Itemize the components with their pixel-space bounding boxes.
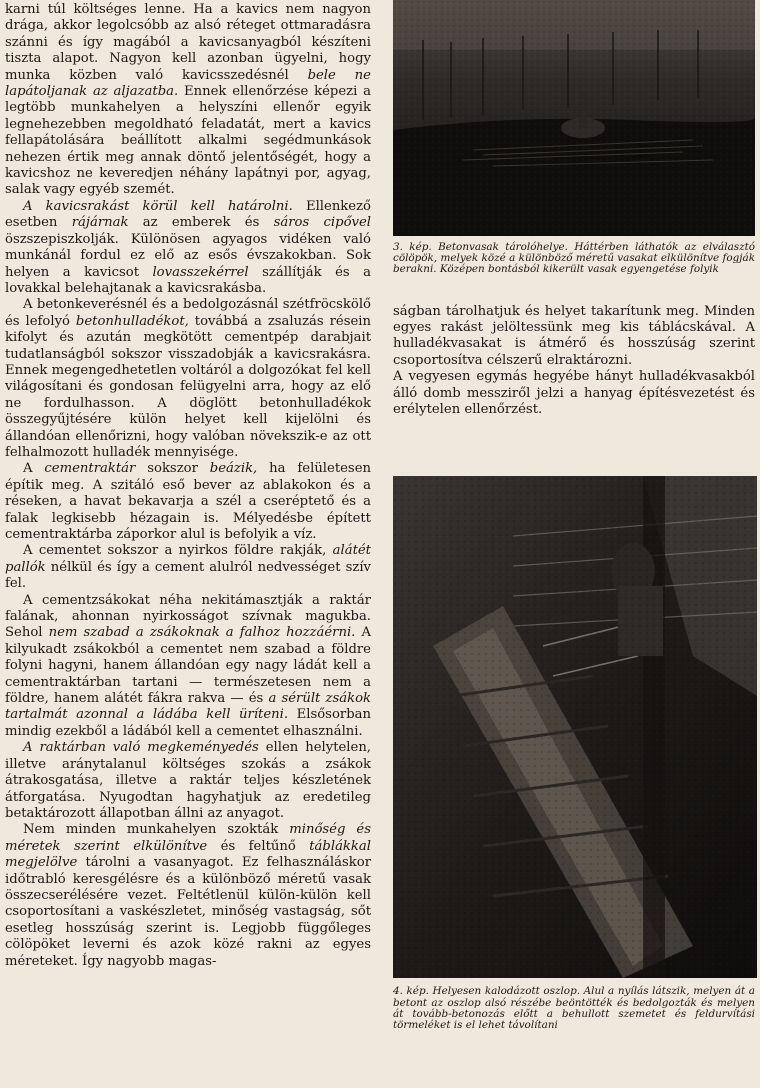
body-text: öszszepiszkolják. Különösen agyagos vidéken való munkánál fordul ez elő az esős évszakokban. Sok helyen a kavicsot xyxy=(5,231,371,280)
body-text: A betonkeverésnél és a bedolgozásnál szétfröcskölő és lefolyó xyxy=(5,297,371,329)
left-paragraph-4 xyxy=(5,461,371,543)
figure-3-photo xyxy=(393,0,755,236)
left-paragraph-2 xyxy=(5,199,371,297)
body-text: A cementzsákokat néha nekitámasztják a raktár falának, ahonnan nyirkosságot szívnak magukba. Sehol xyxy=(5,592,371,641)
body-text: A xyxy=(23,461,45,477)
body-text: továbbá a zsaluzás résein kifolyt és azután megkötött cementpép darabjait tudatlanságból sokszor visszadobják a kavicsrakásra. Ennek megengedhetetlen voltáról a dolgozókat fel kell világosítani és gondosan felügyelni arra, hogy az elő ne fordulhasson. A döglött betonhulladékok összegyűjtésére külön helyet kell kijelölni és állandóan ellenőrizni, hogy valóban növekszik-e az ott felhalmozott hulladék mennyisége. xyxy=(5,313,372,460)
left-paragraph-1 xyxy=(5,2,371,199)
emphasis-text: betonhulladékot, xyxy=(75,313,189,329)
emphasis-text: alátét pallók xyxy=(5,543,371,575)
emphasis-text: rájárnak xyxy=(71,215,129,231)
left-text-column xyxy=(5,2,371,970)
emphasis-text: A raktárban való megkeményedés xyxy=(23,740,259,756)
figure-4-photo xyxy=(393,476,757,978)
left-paragraph-3 xyxy=(5,297,371,461)
left-paragraph-6 xyxy=(5,593,371,741)
figure-3-image xyxy=(393,0,755,236)
emphasis-text: A kavicsrakást körül kell határolni. xyxy=(23,198,293,214)
emphasis-text: cementraktár xyxy=(44,461,136,477)
body-text: Ellenkező esetben xyxy=(5,198,371,231)
body-text: karni túl költséges lenne. Ha a kavics nem nagyon drága, akkor legolcsóbb az alsó réteget ottmaradásra szánni és így magából a kavicsanyagból készíteni tiszta alapot. Nagyon kell azonban ügyelni, hogy munka közben való kavicsszedésnél xyxy=(5,2,371,83)
figure-3-caption: 3. kép. Betonvasak tárolóhelye. Háttérben láthatók az elválasztó cölöpök, melyek közé a különböző méretű vasakat elkülönítve fogják berakni. Középen bontásból kikerült vasak egyengetése folyik xyxy=(393,241,755,276)
body-text: Ennek ellenőrzése képezi a legtöbb munkahelyen a helyszíni ellenőr egyik legnehezebben megoldható feladatát, mert a kavics fellapátolására beállított alkalmi segédmunkások nehezen értik meg annak döntő jelentőségét, hogy a kavicshoz ne keveredjen néhány lapátnyi por, agyag, salak vagy egyéb szemét. xyxy=(5,84,371,198)
body-text: tárolni a vasanyagot. Ez felhasználáskor időtrabló keresgélésre és a különböző méretű vasak összecserélésére vezet. Feltétlenül külön-külön kell csoportosítani a vaskészletet, minőség vastagság, sőt esetleg hosszúság szerint is. Legjobb függőleges cölöpöket leverni és azok közé rakni az egyes méreteket. Így nagyobb magas- xyxy=(5,855,371,969)
body-text: szállítják és a lovakkal belehajtanak a kavicsrakásba. xyxy=(5,264,371,296)
right-text-body xyxy=(393,304,755,419)
body-text: és feltűnő xyxy=(207,838,310,854)
body-text: ha felületesen építik meg. A szitáló eső bever az ablakokon és a réseken, a havat bekavarja a szél a cseréptető és a falak legkisebb hézagain is. Mélyedésbe épített cementraktárba záporkor alul is befolyik a víz. xyxy=(5,461,371,542)
body-text: Nem minden munkahelyen szokták xyxy=(23,822,290,838)
emphasis-text: a sérült zsákok tartalmát azonnal a ládába kell üríteni. xyxy=(5,691,371,723)
body-text: nélkül és így a cement alulról nedvességet szív fel. xyxy=(5,559,371,592)
right-paragraph-1: ságban tárolhatjuk és helyet takarítunk meg. Minden egyes rakást jelöltessünk meg kis táblácskával. A hulladékvasakat is átmérő és hosszúság szerint csoportosítva célszerű elraktározni. xyxy=(393,303,755,368)
right-paragraph-2: A vegyesen egymás hegyébe hányt hulladékvasakból álló domb messziről jelzi a hanyag építésvezetést és erélytelen ellenőrzést. xyxy=(393,369,755,418)
body-text: az emberek és xyxy=(128,215,274,231)
right-column xyxy=(393,0,755,1031)
left-paragraph-5 xyxy=(5,543,371,592)
figure-4-image xyxy=(393,476,757,978)
emphasis-text: táblákkal megjelölve xyxy=(5,838,371,871)
body-text: Elsősorban mindig ezekből a ládából kell a cementet elhasználni. xyxy=(5,707,371,739)
figure-4-caption: 4. kép. Helyesen kalodázott oszlop. Alul a nyílás látszik, melyen át a betont az oszlop alsó részébe beöntötték és bedolgozták és melyen át tovább-betonozás előtt a behullott szemetet és feldurvítási törmeléket is el lehet távolítani xyxy=(393,985,755,1032)
emphasis-text: minőség és méretek szerint elkülönítve xyxy=(5,822,371,854)
emphasis-text: lovasszekérrel xyxy=(152,264,249,280)
emphasis-text: bele ne lapátoljanak az aljazatba. xyxy=(5,67,371,100)
body-text: A kilyukadt zsákokból a cementet nem szabad a földre folyni hagyni, hanem állandóan egy nagy ládát kell a cementraktárban tartani — természetesen nem a földre, hanem alátét fákra rakva — és xyxy=(5,625,372,707)
emphasis-text: beázik, xyxy=(209,461,258,477)
body-text: sokszor xyxy=(135,461,210,477)
emphasis-text: sáros cipővel xyxy=(273,215,371,231)
emphasis-text: nem szabad a zsákoknak a falhoz hozzáérni. xyxy=(48,625,356,641)
left-paragraph-8 xyxy=(5,822,371,970)
left-paragraph-7 xyxy=(5,740,371,822)
body-text: ellen helytelen, illetve aránytalanul költséges szokás a zsákok átrakosgatása, illetve a raktár teljes készletének átforgatása. Nyugodtan hagyhatjuk az eredetileg betaktározott állapotban állni az anyagot. xyxy=(5,740,372,821)
body-text: A cementet sokszor a nyirkos földre rakják, xyxy=(23,543,333,559)
